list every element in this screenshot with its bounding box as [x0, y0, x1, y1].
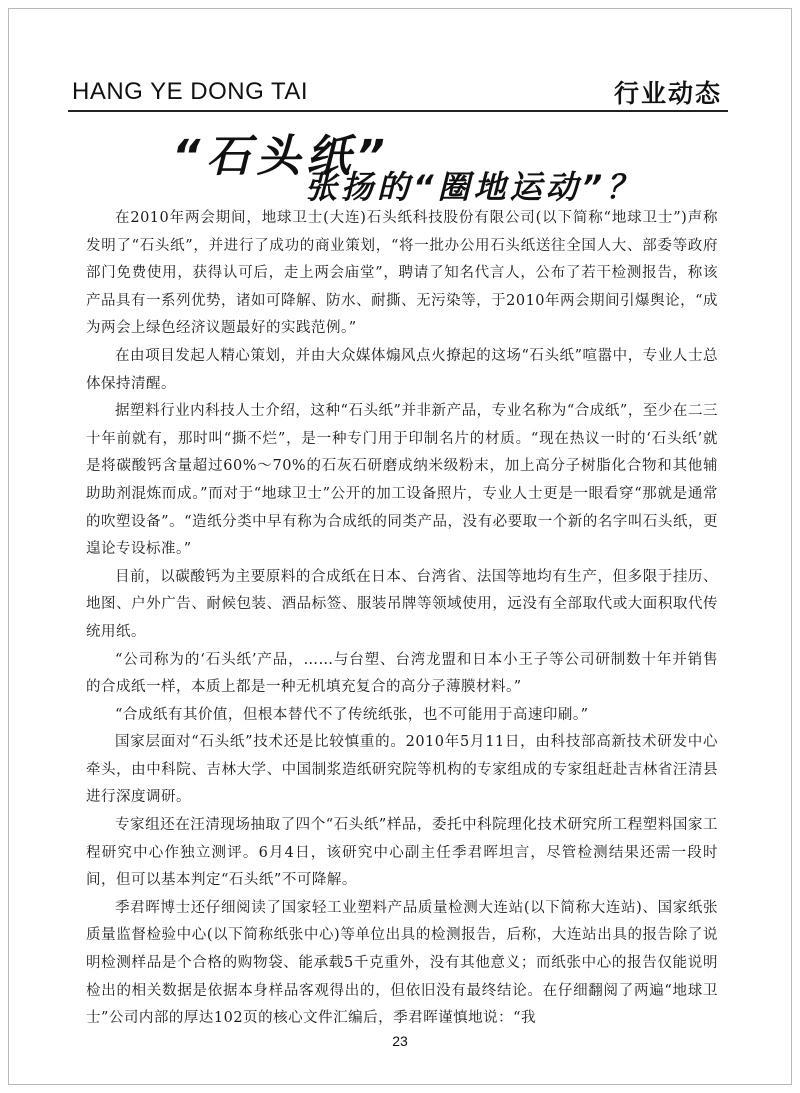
section-header-en: HANG YE DONG TAI: [72, 78, 309, 105]
article-title-line-2: 张扬的“圈地运动”？: [305, 168, 643, 206]
paragraph: “公司称为的‘石头纸’产品，……与台塑、台湾龙盟和日本小王子等公司研制数十年并销售的合成纸一样，本质上都是一种无机填充复合的高分子薄膜材料。”: [86, 651, 718, 696]
header-divider: [68, 110, 728, 112]
paragraph: 国家层面对“石头纸”技术还是比较慎重的。2010年5月11日，由科技部高新技术研发中心牵头，由中科院、吉林大学、中国制浆造纸研究院等机构的专家组成的专家组赶赴吉林省汪清县进行深度调研。: [86, 734, 718, 806]
article-body: [86, 205, 718, 1033]
paragraph: 据塑料行业内科技人士介绍，这种“石头纸”并非新产品，专业名称为“合成纸”，至少在二三十年前就有，那时叫“撕不烂”，是一种专门用于印制名片的材质。“现在热议一时的‘石头纸’就是将碳酸钙含量超过60%～70%的石灰石研磨成纳米级粉末，加上高分子树脂化合物和其他辅助助剂混炼而成。”而对于“地球卫士”公开的加工设备照片，专业人士更是一眼看穿“那就是通常的吹塑设备”。“造纸分类中早有称为合成纸的同类产品，没有必要取一个新的名字叫石头纸，更遑论专设标准。”: [86, 403, 718, 558]
paragraph: 在2010年两会期间，地球卫士(大连)石头纸科技股份有限公司(以下简称“地球卫士”)声称发明了“石头纸”，并进行了成功的商业策划，“将一批办公用石头纸送往全国人大、部委等政府部门免费使用，获得认可后，走上两会庙堂”，聘请了知名代言人，公布了若干检测报告，称该产品具有一系列优势，诸如可降解、防水、耐撕、无污染等，于2010年两会期间引爆舆论，“成为两会上绿色经济议题最好的实践范例。”: [86, 210, 718, 337]
paragraph: 季君晖博士还仔细阅读了国家轻工业塑料产品质量检测大连站(以下简称大连站)、国家纸张质量监督检验中心(以下简称纸张中心)等单位出具的检测报告，后称，大连站出具的报告除了说明检测样品是个合格的购物袋、能承载5千克重外，没有其他意义；而纸张中心的报告仅能说明检出的相关数据是依据本身样品客观得出的，但依旧没有最终结论。在仔细翻阅了两遍“地球卫士”公司内部的厚达102页的核心文件汇编后，季君晖谨慎地说：“我: [86, 899, 718, 1027]
page-number: 23: [392, 1033, 408, 1049]
paragraph: 目前，以碳酸钙为主要原料的合成纸在日本、台湾省、法国等地均有生产，但多限于挂历、地图、户外广告、耐候包装、酒品标签、服装吊牌等领域使用，远没有全部取代或大面积取代传统用纸。: [86, 568, 718, 640]
paragraph: “合成纸有其价值，但根本替代不了传统纸张，也不可能用于高速印刷。”: [115, 706, 589, 723]
article-title-line-1: “石头纸”: [172, 131, 391, 182]
paragraph: 在由项目发起人精心策划，并由大众媒体煽风点火撩起的这场“石头纸”喧嚣中，专业人士总体保持清醒。: [86, 347, 718, 392]
paragraph: 专家组还在汪清现场抽取了四个“石头纸”样品，委托中科院理化技术研究所工程塑料国家工程研究中心作独立测评。6月4日，该研究中心副主任季君晖坦言，尽管检测结果还需一段时间，但可以基本判定“石头纸”不可降解。: [86, 817, 718, 889]
section-header-cn: 行业动态: [613, 79, 722, 108]
